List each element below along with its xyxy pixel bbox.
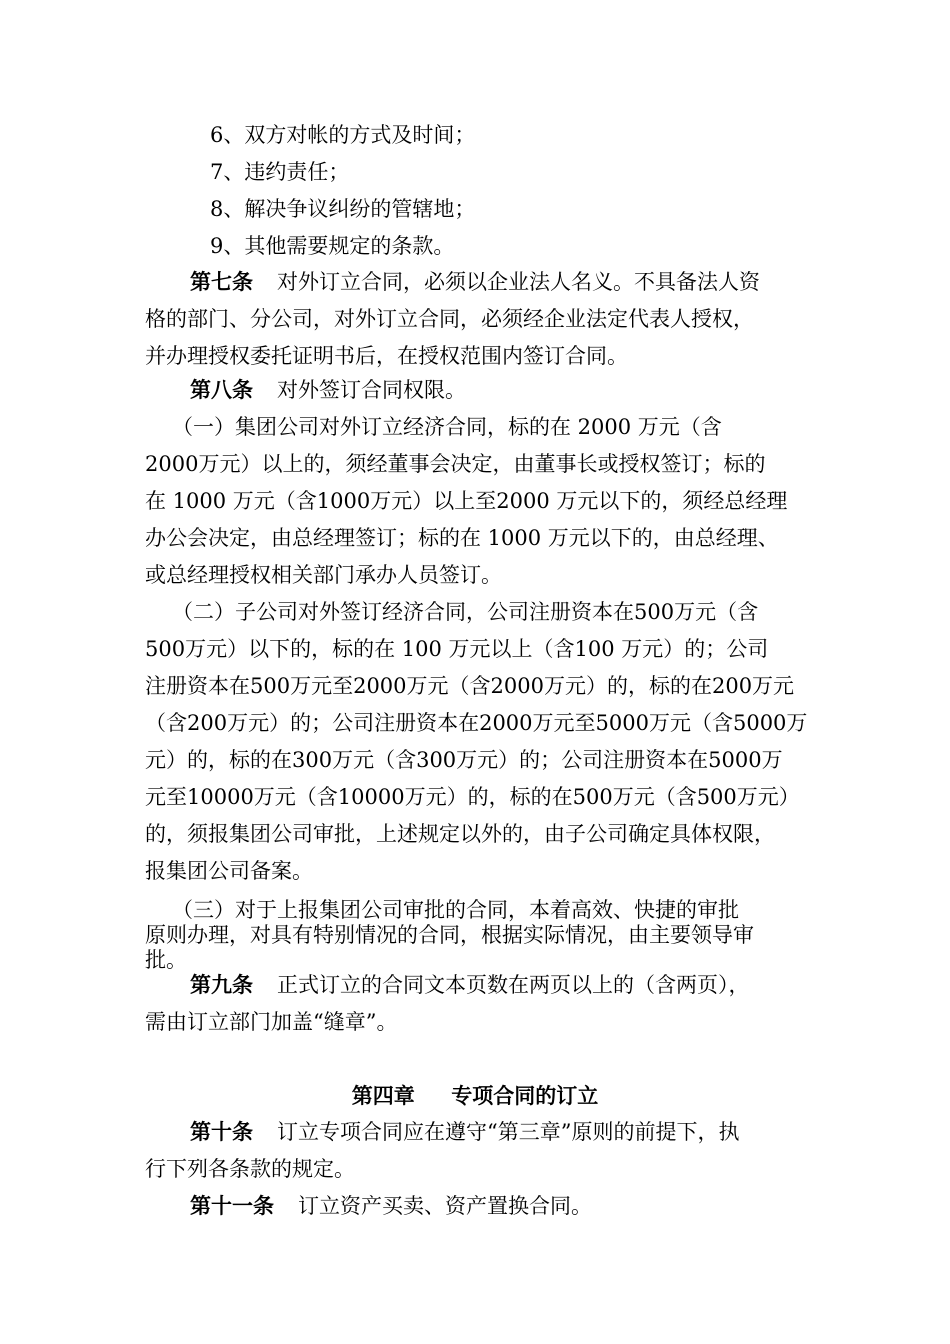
paragraph-1-line: （一）集团公司对外订立经济合同，标的在 2000 万元（含 xyxy=(172,415,722,439)
paragraph-2-line: 元）的，标的在300万元（含300万元）的；公司注册资本在5000万 xyxy=(145,748,783,772)
article-7-text: 对外订立合同，必须以企业法人名义。不具备法人资 xyxy=(277,270,760,294)
paragraph-2-line: 500万元）以下的，标的在 100 万元以上（含100 万元）的；公司 xyxy=(145,637,769,661)
paragraph-2-line: 元至10000万元（含10000万元）的，标的在500万元（含500万元） xyxy=(145,785,800,809)
list-item: 8、解决争议纠纷的管辖地； xyxy=(210,197,476,221)
paragraph-3-line: 批。 xyxy=(145,948,187,972)
paragraph-1-line: 或总经理授权相关部门承办人员签订。 xyxy=(145,563,502,587)
paragraph-3-line: 原则办理，对具有特别情况的合同，根据实际情况，由主要领导审 xyxy=(145,923,754,947)
list-item: 6、双方对帐的方式及时间； xyxy=(210,123,476,147)
list-item: 7、违约责任； xyxy=(210,160,350,184)
chapter-heading: 第四章 专项合同的订立 xyxy=(351,1083,599,1108)
article-7-line: 并办理授权委托证明书后，在授权范围内签订合同。 xyxy=(145,344,628,368)
article-11-text: 订立资产买卖、资产置换合同。 xyxy=(298,1194,592,1218)
paragraph-2-line: （含200万元）的；公司注册资本在2000万元至5000万元（含5000万 xyxy=(145,711,808,735)
article-10 xyxy=(0,1117,950,1147)
article-11 xyxy=(0,1191,950,1221)
paragraph-2-line: （二）子公司对外签订经济合同，公司注册资本在500万元（含 xyxy=(172,600,759,624)
article-8-title: 第八条 xyxy=(190,377,253,402)
article-9-text: 正式订立的合同文本页数在两页以上的（含两页）， xyxy=(277,973,750,997)
paragraph-1-line: 办公会决定，由总经理签订；标的在 1000 万元以下的，由总经理、 xyxy=(145,526,779,550)
article-8-text: 对外签订合同权限。 xyxy=(277,378,466,402)
paragraph-1-line: 2000万元）以上的，须经董事会决定，由董事长或授权签订；标的 xyxy=(145,452,766,476)
article-10-title: 第十条 xyxy=(190,1119,253,1144)
article-7 xyxy=(0,267,950,297)
article-11-title: 第十一条 xyxy=(190,1193,274,1218)
article-7-title: 第七条 xyxy=(190,269,253,294)
paragraph-2-line: 注册资本在500万元至2000万元（含2000万元）的，标的在200万元 xyxy=(145,674,795,698)
article-10-text: 订立专项合同应在遵守“第三章”原则的前提下，执 xyxy=(277,1120,740,1144)
article-9 xyxy=(0,970,950,1000)
paragraph-1-line: 在 1000 万元（含1000万元）以上至2000 万元以下的，须经总经理 xyxy=(145,489,788,513)
article-8 xyxy=(0,375,950,405)
paragraph-2-line: 报集团公司备案。 xyxy=(145,859,313,883)
article-9-title: 第九条 xyxy=(190,972,253,997)
article-9-line: 需由订立部门加盖“缝章”。 xyxy=(145,1010,398,1034)
article-10-line: 行下列各条款的规定。 xyxy=(145,1157,355,1181)
list-item: 9、其他需要规定的条款。 xyxy=(210,234,455,258)
paragraph-2-line: 的，须报集团公司审批，上述规定以外的，由子公司确定具体权限， xyxy=(145,822,775,846)
article-7-line: 格的部门、分公司，对外订立合同，必须经企业法定代表人授权， xyxy=(145,307,754,331)
paragraph-3-line: （三）对于上报集团公司审批的合同，本着高效、快捷的审批 xyxy=(172,898,739,922)
